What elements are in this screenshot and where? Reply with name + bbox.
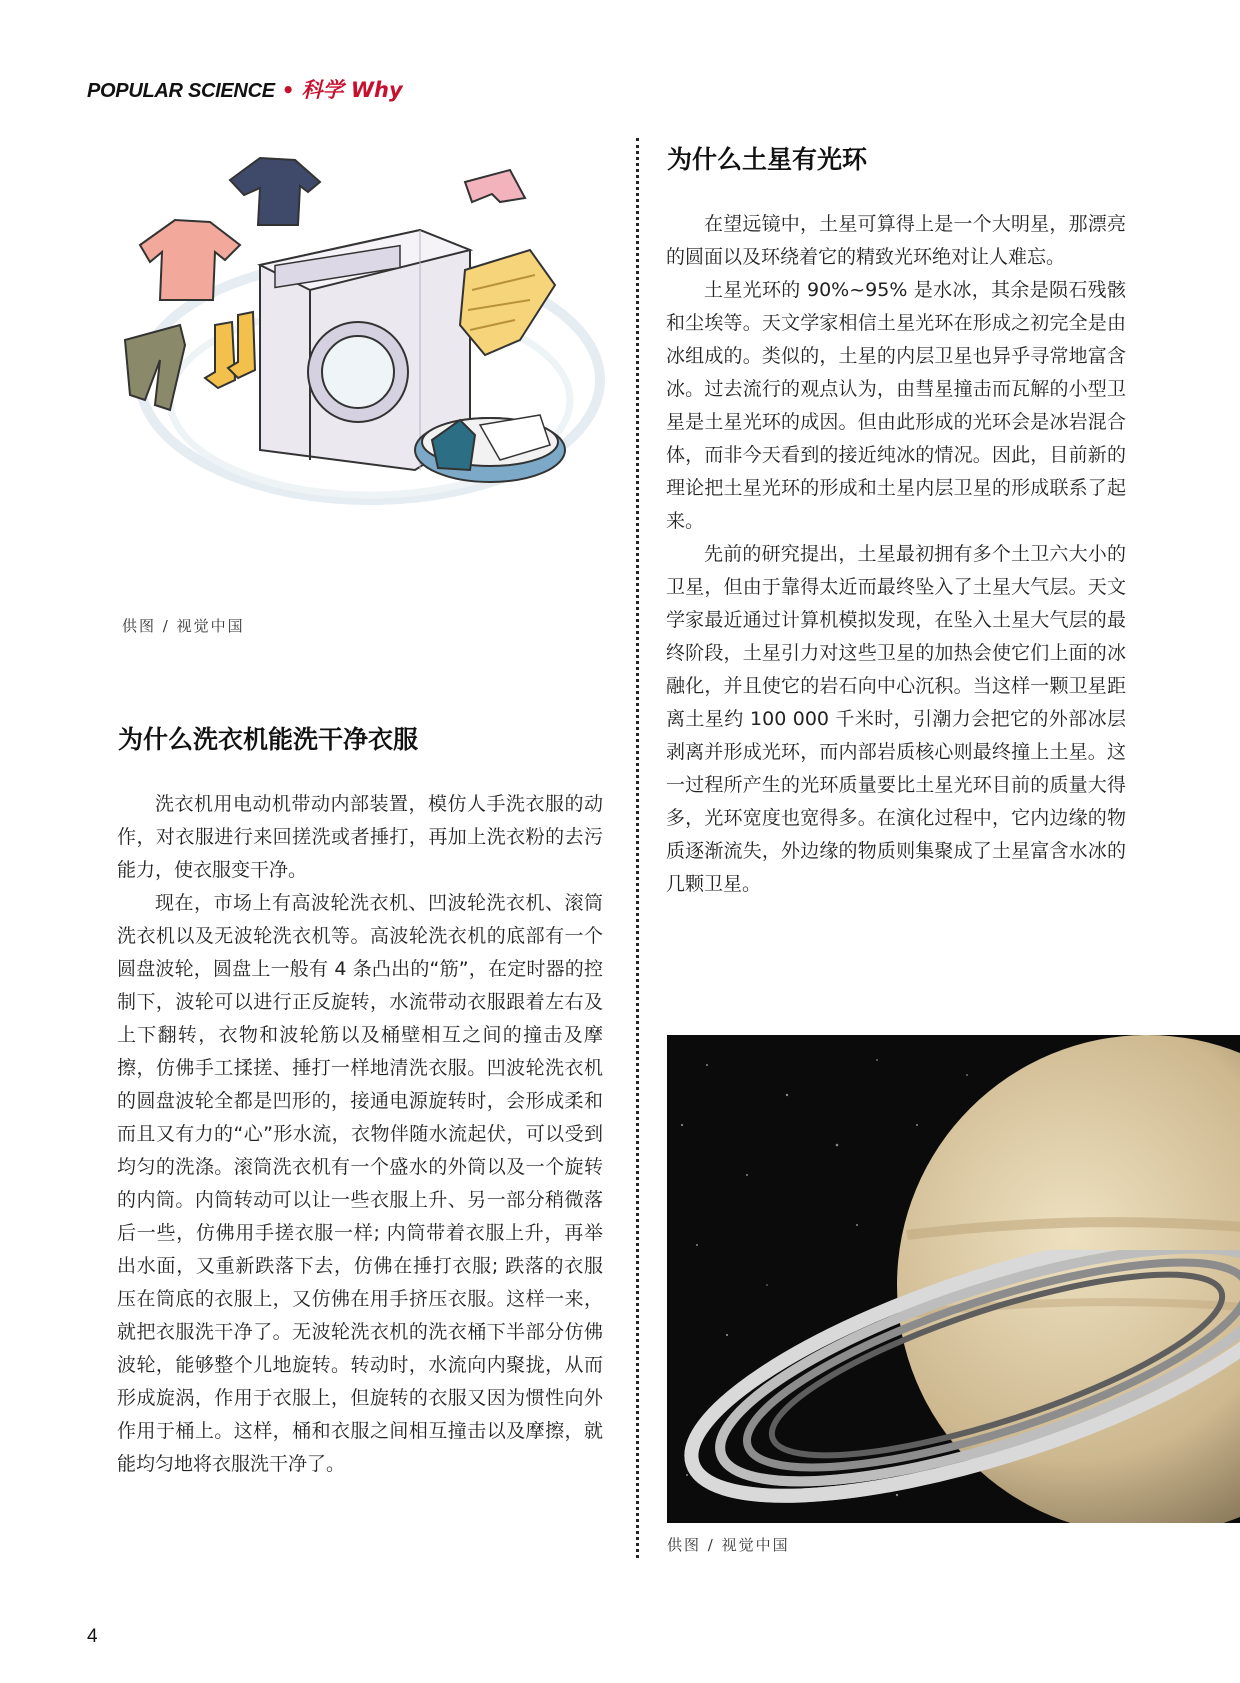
saturn-photo [667, 1035, 1240, 1523]
column-divider [636, 138, 639, 1558]
saturn-article-title: 为什么土星有光环 [667, 145, 868, 174]
header-separator: • [281, 78, 295, 102]
washing-machine-illustration [120, 150, 620, 510]
washing-machine-article-title: 为什么洗衣机能洗干净衣服 [118, 725, 419, 754]
article-paragraph: 洗衣机用电动机带动内部装置，模仿人手洗衣服的动作，对衣服进行来回搓洗或者捶打，再加上洗衣粉的去污能力，使衣服变干净。 [117, 793, 603, 881]
saturn-article-body [666, 208, 1126, 901]
article-paragraph: 现在，市场上有高波轮洗衣机、凹波轮洗衣机、滚筒洗衣机以及无波轮洗衣机等。高波轮洗衣机的底部有一个圆盘波轮，圆盘上一般有 4 条凸出的“筋”，在定时器的控制下，波轮可以进行正反旋转，水流带动衣服跟着左右及上下翻转，衣物和波轮筋以及桶壁相互之间的撞击及摩擦，仿佛手工揉搓、捶打一样地清洗衣服。凹波轮洗衣机的圆盘波轮全都是凹形的，接通电源旋转时，会形成柔和而且又有力的“心”形水流，衣物伴随水流起伏，可以受到均匀的洗涤。滚筒洗衣机有一个盛水的外筒以及一个旋转的内筒。内筒转动可以让一些衣服上升、另一部分稍微落后一些，仿佛用手搓衣服一样; 内筒带着衣服上升，再举出水面，又重新跌落下去，仿佛在捶打衣服; 跌落的衣服压在筒底的衣服上，又仿佛在用手挤压衣服。这样一来，就把衣服洗干净了。无波轮洗衣机的洗衣桶下半部分仿佛波轮，能够整个儿地旋转。转动时，水流向内聚拢，从而形成旋涡，作用于衣服上，但旋转的衣服又因为惯性向外作用于桶上。这样，桶和衣服之间相互撞击以及摩擦，就能均匀地将衣服洗干净了。 [117, 892, 603, 1475]
washing-machine-article-body [117, 788, 603, 1481]
page-number: 4 [87, 1626, 98, 1647]
article-paragraph: 土星光环的 90%~95% 是水冰，其余是陨石残骸和尘埃等。天文学家相信土星光环在形成之初完全是由冰组成的。类似的，土星的内层卫星也异乎寻常地富含冰。过去流行的观点认为，由彗星撞击而瓦解的小型卫星是土星光环的成因。但由此形成的光环会是冰岩混合体，而非今天看到的接近纯冰的情况。因此，目前新的理论把土星光环的形成和土星内层卫星的形成联系了起来。 [666, 279, 1126, 532]
article-paragraph: 先前的研究提出，土星最初拥有多个土卫六大小的卫星，但由于靠得太近而最终坠入了土星大气层。天文学家最近通过计算机模拟发现，在坠入土星大气层的最终阶段，土星引力对这些卫星的加热会使它们上面的冰融化，并且使它的岩石向中心沉积。当这样一颗卫星距离土星约 100 000 千米时，引潮力会把它的外部冰层剥离并形成光环，而内部岩质核心则最终撞上土星。这一过程所产生的光环质量要比土星光环目前的质量大得多，光环宽度也宽得多。在演化过程中，它内边缘的物质逐渐流失，外边缘的物质则集聚成了土星富含水冰的几颗卫星。 [666, 543, 1126, 895]
section-name: 科学 Why [301, 78, 403, 102]
photo-credit: 供图 / 视觉中国 [667, 1536, 790, 1554]
page-header [87, 74, 403, 102]
article-paragraph: 在望远镜中，土星可算得上是一个大明星，那漂亮的圆面以及环绕着它的精致光环绝对让人难忘。 [666, 213, 1126, 268]
magazine-brand: POPULAR SCIENCE [87, 80, 275, 102]
illustration-credit: 供图 / 视觉中国 [122, 617, 245, 635]
